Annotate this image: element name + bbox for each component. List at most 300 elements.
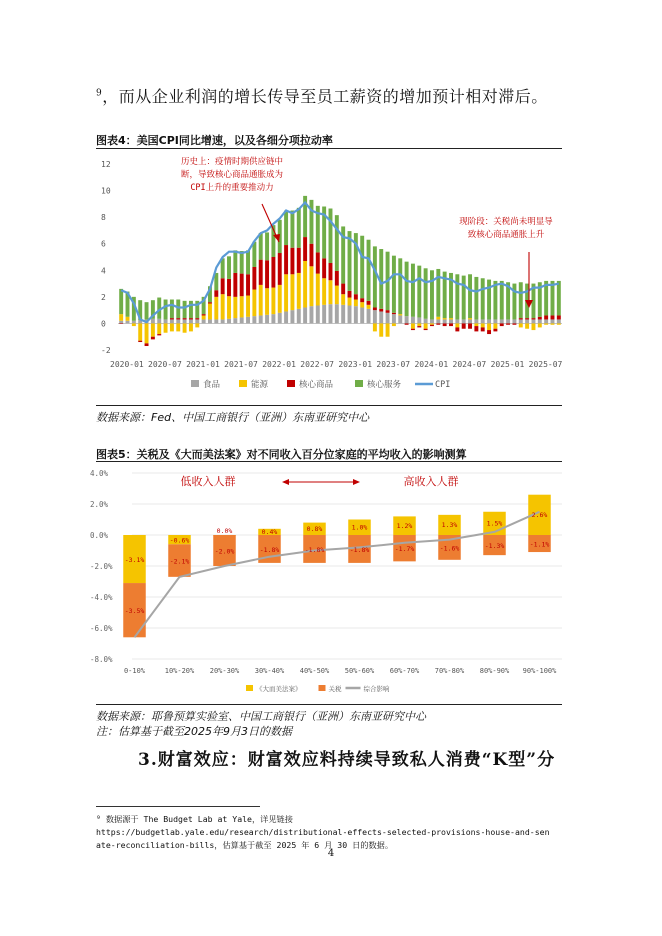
bar-segment [392,256,396,313]
y-tick-label: 10 [101,186,111,196]
bar-segment [119,323,123,324]
bar-segment [126,317,130,321]
legend-label: 综合影响 [363,685,390,693]
x-tick-label: 30%-40% [254,667,285,675]
bar-segment [519,282,523,318]
bill-data-label: 1.2% [396,521,413,530]
legend-label: CPI [435,380,451,390]
total-impact-line [135,512,540,638]
bill-data-label: 0.4% [261,528,278,537]
bar-segment [290,310,294,323]
bar-segment [151,323,155,336]
x-tick-label: 70%-80% [434,667,465,675]
bar-segment [481,323,485,327]
bar-segment [373,246,377,307]
bar-segment [132,321,136,324]
legend-label: 食品 [203,380,221,390]
bar-segment [462,319,466,323]
x-tick-label: 2024-07 [452,360,487,369]
bar-segment [398,314,402,315]
bar-segment [417,317,421,323]
bar-segment [271,257,275,288]
bar-segment [233,318,237,323]
bar-segment [145,323,149,343]
bar-segment [512,319,516,323]
bar-segment [329,209,333,263]
bar-segment [544,319,548,323]
bar-segment [341,305,345,324]
bar-segment [183,323,187,332]
bar-segment [271,314,275,323]
bar-segment [557,281,561,316]
legend-swatch [319,685,326,691]
figure5-title-rule [96,461,562,462]
bar-segment [214,319,218,323]
bar-segment [544,315,548,319]
figure4-bottom-rule [96,405,562,406]
bar-segment [335,271,339,286]
y-tick-label: 2.0% [90,500,109,509]
bar-segment [164,319,168,323]
bar-segment [240,251,244,274]
x-tick-label: 2024-01 [414,360,449,369]
bar-segment [481,327,485,331]
bar-segment [309,266,313,306]
bar-segment [481,278,485,319]
bar-segment [449,319,453,323]
bar-segment [474,277,478,320]
bar-segment [411,264,415,317]
footnote-line: ⁹ 数据源于 The Budget Lab at Yale，详见链接 [96,814,293,824]
legend-swatch [287,380,295,387]
bar-segment [214,297,218,320]
bar-segment [538,319,542,323]
bar-segment [519,323,523,327]
bar-segment [265,260,269,288]
bar-segment [189,323,193,331]
bar-segment [557,319,561,323]
bar-segment [278,285,282,313]
bar-segment [392,323,396,326]
bar-segment [493,329,497,332]
bar-segment [176,319,180,323]
legend-label: 《大而美法案》 [256,685,302,693]
bar-segment [221,278,225,294]
bar-segment [500,281,504,320]
bar-segment [436,317,440,320]
y-tick-label: 6 [101,239,106,249]
bar-segment [290,248,294,275]
bar-segment [551,323,555,324]
bar-segment [119,289,123,314]
bar-segment [297,273,301,309]
bar-segment [424,319,428,324]
bar-segment [170,300,174,319]
bar-segment [506,323,510,324]
bar-segment [367,305,371,309]
bar-segment [259,315,263,323]
bar-segment [436,319,440,323]
bar-segment [379,323,383,336]
tariff-data-label: -1.1% [529,540,550,549]
bar-segment [487,330,491,334]
bar-segment [322,278,326,305]
bar-segment [360,236,364,298]
tariff-data-label: -1.7% [394,545,415,554]
bar-segment [176,300,180,319]
bill-data-label: 1.0% [351,523,368,532]
bar-segment [348,291,352,298]
bar-segment [360,307,364,323]
bar-segment [157,334,161,335]
bar-segment [335,215,339,271]
bar-segment [544,323,548,324]
bar-segment [278,313,282,324]
bar-segment [145,302,149,319]
bar-segment [183,318,187,319]
range-arrowhead-left [282,479,289,485]
bar-segment [246,274,250,295]
bar-segment [557,323,561,324]
bar-segment [170,318,174,319]
low-income-label: 低收入人群 [180,475,236,488]
bar-segment [525,319,529,323]
bill-data-label: -3.1% [124,556,145,565]
bar-segment [183,319,187,323]
x-tick-label: 10%-20% [164,667,195,675]
y-tick-label: 0.0% [90,531,109,540]
bar-segment [354,306,358,323]
bar-segment [551,319,555,323]
bar-segment [189,319,193,323]
bar-segment [240,296,244,317]
x-tick-label: 2023-01 [338,360,373,369]
bill-data-label: -0.6% [169,536,190,545]
bar-segment [157,319,161,324]
bar-segment [462,323,466,328]
legend-swatch [246,685,253,691]
bar-segment [360,298,364,302]
x-tick-label: 60%-70% [389,667,420,675]
legend-label: 关税 [328,685,342,693]
bar-segment [221,319,225,323]
bar-segment [519,318,523,319]
bar-segment [316,252,320,273]
bar-segment [176,318,180,319]
bar-segment [506,319,510,323]
bar-segment [252,267,256,290]
bar-segment [551,315,555,319]
footnote-separator [96,806,260,807]
bar-segment [138,341,142,342]
x-tick-label: 20%-30% [209,667,240,675]
bar-segment [329,263,333,280]
bar-segment [246,296,250,317]
x-tick-label: 2021-01 [186,360,220,369]
bar-segment [303,237,307,261]
bar-segment [557,315,561,319]
bar-segment [367,301,371,305]
bar-segment [227,296,231,319]
bill-data-label: 2.6% [531,511,548,520]
bar-segment [335,286,339,305]
bar-segment [341,294,345,305]
bar-segment [202,319,206,323]
bar-segment [487,323,491,330]
bar-segment [252,316,256,323]
legend-swatch [355,380,363,387]
x-tick-label: 0-10% [123,667,146,675]
legend-label: 核心商品 [299,380,334,390]
bar-segment [309,306,313,323]
bar-segment [398,315,402,323]
bar-segment [373,323,377,331]
bar-segment [430,270,434,319]
bar-segment [290,274,294,310]
bar-segment [468,323,472,328]
x-tick-label: 2020-07 [148,360,182,369]
income-impact-chart [90,463,562,703]
x-tick-label: 2025-07 [528,360,563,369]
annotation-text: 现阶段：关税尚未明显导 [459,217,553,227]
tariff-data-label: -1.8% [349,545,370,554]
bar-segment [208,304,212,320]
bar-segment [170,319,174,323]
bar-segment [379,309,383,312]
bar-segment [329,280,333,304]
figure5-title: 图表5：关税及《大而美法案》对不同收入百分位家庭的平均收入的影响测算 [96,448,467,461]
bill-data-label: 1.3% [441,521,458,530]
bar-segment [551,281,555,316]
bar-segment [309,200,313,244]
cpi-chart [96,152,562,402]
figure4-title: 图表4：美国CPI同比增速，以及各细分项拉动率 [96,134,333,147]
bar-segment [259,260,263,285]
y-tick-label: 0 [101,319,106,329]
bar-segment [233,273,237,297]
annotation-text: 断，导致核心商品通胀成为 [180,170,284,180]
bar-segment [455,323,459,327]
tariff-data-label: -2.0% [214,547,235,556]
bar-segment [411,317,415,324]
annotation-text: 历史上：疫情时期供应链中 [180,157,284,167]
figure5-note: 注：估算基于截至2025年9月3日的数据 [96,725,292,738]
bar-segment [195,318,199,319]
bar-segment [538,317,542,320]
x-tick-label: 80%-90% [479,667,510,675]
tariff-data-label: -1.8% [259,545,280,554]
y-tick-label: -8.0% [90,655,113,664]
bar-segment [443,318,447,319]
bar-segment [303,307,307,323]
bar-segment [303,261,307,308]
bar-segment [493,323,497,328]
bar-segment [538,323,542,327]
high-income-label: 高收入人群 [403,475,459,488]
bar-segment [132,323,136,326]
bar-segment [525,318,529,319]
figure5-bottom-rule [96,704,562,705]
x-tick-label: 40%-50% [299,667,330,675]
bar-segment [405,262,409,316]
bar-segment [284,211,288,246]
bar-segment [474,323,478,326]
bar-segment [417,323,421,326]
bar-segment [233,297,237,318]
figure4-title-rule [96,148,562,149]
bar-segment [481,319,485,323]
figure4-source: 数据来源：Fed、中国工商银行（亚洲）东南亚研究中心 [96,411,370,424]
bar-segment [290,211,294,248]
bill-data-label: 1.5% [486,519,503,528]
bar-segment [392,313,396,314]
bar-segment [170,323,174,331]
bar-segment [354,300,358,307]
bar-segment [316,274,320,306]
bar-segment [246,250,250,274]
bar-segment [455,327,459,331]
bar-segment [119,314,123,321]
bar-segment [233,250,237,273]
legend-swatch [239,380,247,387]
bar-segment [240,317,244,323]
bar-segment [417,266,421,318]
bar-segment [405,323,409,324]
x-tick-label: 2022-01 [262,360,296,369]
bar-segment [189,318,193,319]
bar-segment [284,274,288,311]
legend-swatch [191,380,199,387]
bar-segment [176,323,180,331]
y-tick-label: 4 [101,266,106,276]
tariff-data-label: -1.3% [484,542,505,551]
bar-segment [151,337,155,340]
bar-segment [227,319,231,324]
bar-segment [531,318,535,319]
bar-segment [348,298,352,306]
bar-segment [449,323,453,326]
bar-segment [487,319,491,323]
bar-segment [519,319,523,323]
y-tick-label: 8 [101,213,106,223]
x-tick-label: 2022-07 [300,360,335,369]
y-tick-label: 4.0% [90,469,109,478]
bar-segment [474,319,478,323]
bar-segment [246,317,250,324]
x-tick-label: 2023-07 [376,360,411,369]
bar-segment [411,329,415,330]
bar-segment [259,285,263,316]
bar-segment [430,319,434,323]
bar-segment [227,279,231,296]
y-tick-label: -4.0% [90,593,113,602]
range-arrowhead-right [353,479,360,485]
bar-segment [379,311,383,323]
tariff-data-label: -3.5% [124,607,145,616]
x-tick-label: 2020-01 [110,360,144,369]
annotation-text: CPI上升的重要推动力 [190,183,274,193]
bar-segment [265,315,269,324]
y-tick-label: -6.0% [90,624,113,633]
bar-segment [525,323,529,328]
x-tick-label: 50%-60% [344,667,375,675]
annotation-text: 致核心商品通胀上升 [467,230,545,240]
bar-segment [335,304,339,323]
bar-segment [297,208,301,248]
bar-segment [214,290,218,297]
bar-segment [455,274,459,319]
bar-segment [493,281,497,320]
bar-segment [462,276,466,320]
bill-data-label: 0.8% [306,525,323,534]
bar-segment [487,280,491,320]
bar-segment [309,244,313,267]
bar-segment [189,301,193,318]
legend-label: 核心服务 [367,380,402,390]
bar-segment [424,268,428,318]
bar-segment [531,319,535,323]
bar-segment [227,256,231,279]
bar-segment [500,319,504,323]
bar-segment [424,323,428,328]
bar-segment [284,311,288,323]
bar-segment [411,323,415,328]
bar-segment [202,315,206,319]
bar-segment [278,253,282,285]
x-tick-label: 2025-01 [490,360,525,369]
bar-segment [341,284,345,295]
footnote [96,813,566,852]
bar-segment [119,321,123,324]
bar-segment [405,316,409,323]
body-paragraph [96,84,548,107]
bar-segment [455,319,459,323]
bar-segment [252,290,256,317]
bar-segment [151,319,155,324]
bar-segment [322,258,326,278]
x-tick-label: 90%-100% [522,667,557,675]
bar-segment [183,301,187,318]
footnote-line: ate-reconciliation-bills，估算基于截至 2025 年 6 月 30 日的数据。 [96,840,394,850]
bar-segment [398,258,402,314]
bar-segment [443,319,447,323]
bar-segment [500,323,504,326]
bar-segment [443,323,447,326]
bar-segment [271,288,275,315]
bar-segment [259,233,263,260]
bar-segment [208,302,212,303]
bar-segment [138,323,142,340]
bar-segment [468,318,472,319]
bar-segment [360,302,364,307]
paragraph-text: ，而从企业利润的增长传导至员工薪资的增加预计相对滞后。 [102,87,548,106]
bar-segment [316,305,320,323]
bar-segment [430,325,434,326]
bill-data-label: 0.0% [216,527,233,535]
bar-segment [386,313,390,324]
bar-segment [468,319,472,323]
tariff-data-label: -1.6% [439,544,460,553]
bar-segment [265,232,269,260]
bar-segment [373,310,377,323]
bar-segment [322,305,326,324]
bar-segment [436,323,440,324]
bar-segment [424,329,428,330]
bar-segment [157,323,161,334]
bar-segment [493,319,497,323]
tariff-data-label: -1.8% [304,545,325,554]
y-tick-label: -2 [101,346,111,355]
